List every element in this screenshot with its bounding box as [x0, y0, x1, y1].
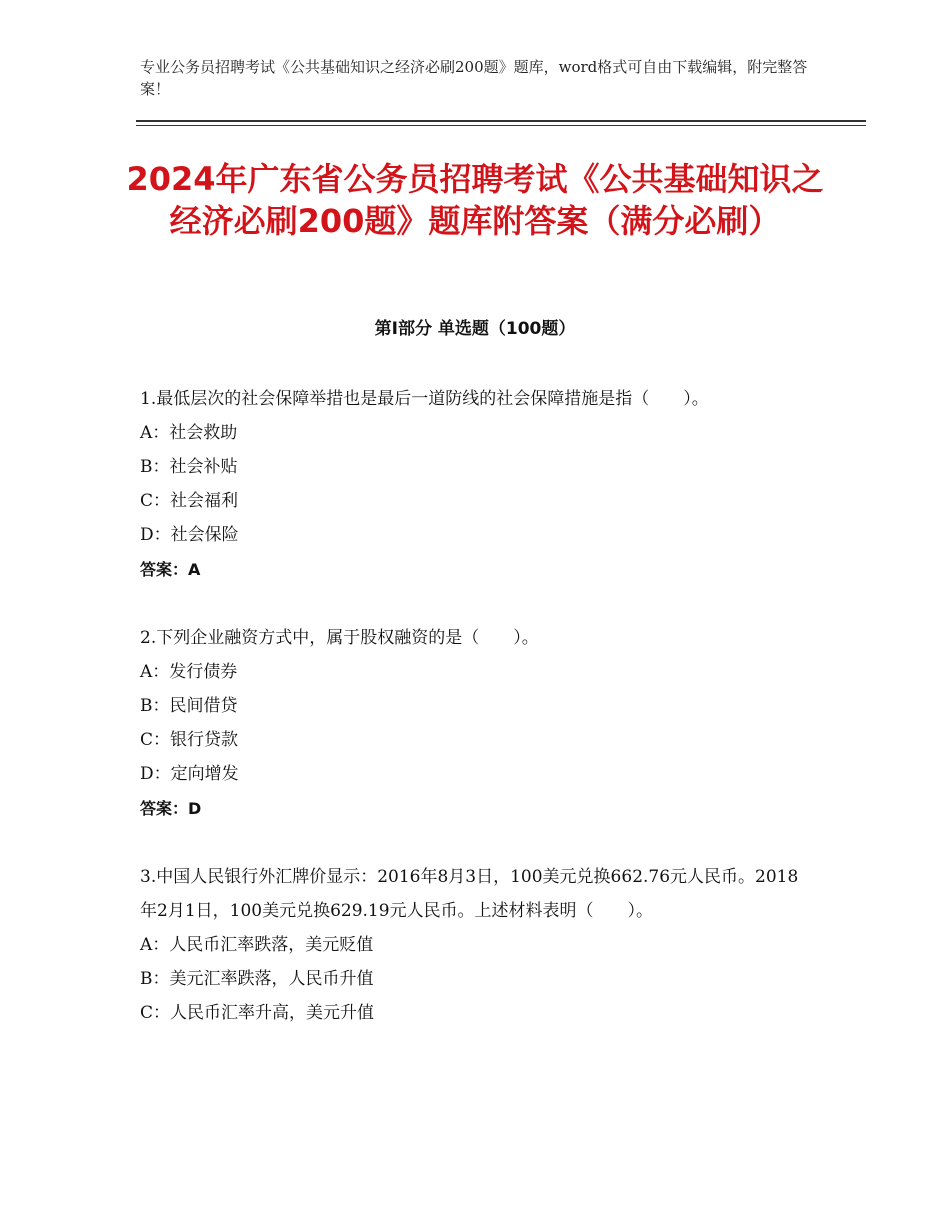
- answer: 答案：A: [140, 560, 201, 579]
- option-c: C：社会福利: [140, 491, 239, 511]
- header-divider: [136, 120, 866, 122]
- question-list: [140, 382, 810, 1063]
- question-text: 2.下列企业融资方式中，属于股权融资的是（ ）。: [140, 628, 539, 648]
- option-c: C：银行贷款: [140, 730, 239, 750]
- option-d: D：定向增发: [140, 764, 239, 784]
- question-text: 3.中国人民银行外汇牌价显示：2016年8月3日，100美元兑换662.76元人民币。2018年2月1日，100美元兑换629.19元人民币。上述材料表明（ ）。: [140, 867, 799, 921]
- option-d: D：社会保险: [140, 525, 239, 545]
- header-note: 专业公务员招聘考试《公共基础知识之经济必刷200题》题库，word格式可自由下载编辑，附完整答案！: [140, 58, 808, 98]
- option-a: A：社会救助: [140, 423, 238, 443]
- option-b: B：民间借贷: [140, 696, 238, 716]
- section-heading: 第Ⅰ部分 单选题（100题）: [374, 319, 576, 339]
- question-2: [140, 621, 810, 827]
- header-divider-thin: [136, 125, 866, 126]
- option-b: B：美元汇率跌落，人民币升值: [140, 969, 374, 989]
- question-3: [140, 860, 810, 1030]
- option-c: C：人民币汇率升高，美元升值: [140, 1003, 375, 1023]
- option-a: A：人民币汇率跌落，美元贬值: [140, 935, 374, 955]
- question-text: 1.最低层次的社会保障举措也是最后一道防线的社会保障措施是指（ ）。: [140, 389, 709, 409]
- answer: 答案：D: [140, 799, 202, 818]
- option-b: B：社会补贴: [140, 457, 238, 477]
- option-a: A：发行债券: [140, 662, 238, 682]
- document-title: 2024年广东省公务员招聘考试《公共基础知识之经济必刷200题》题库附答案（满分必刷）: [126, 160, 824, 240]
- question-1: [140, 382, 810, 588]
